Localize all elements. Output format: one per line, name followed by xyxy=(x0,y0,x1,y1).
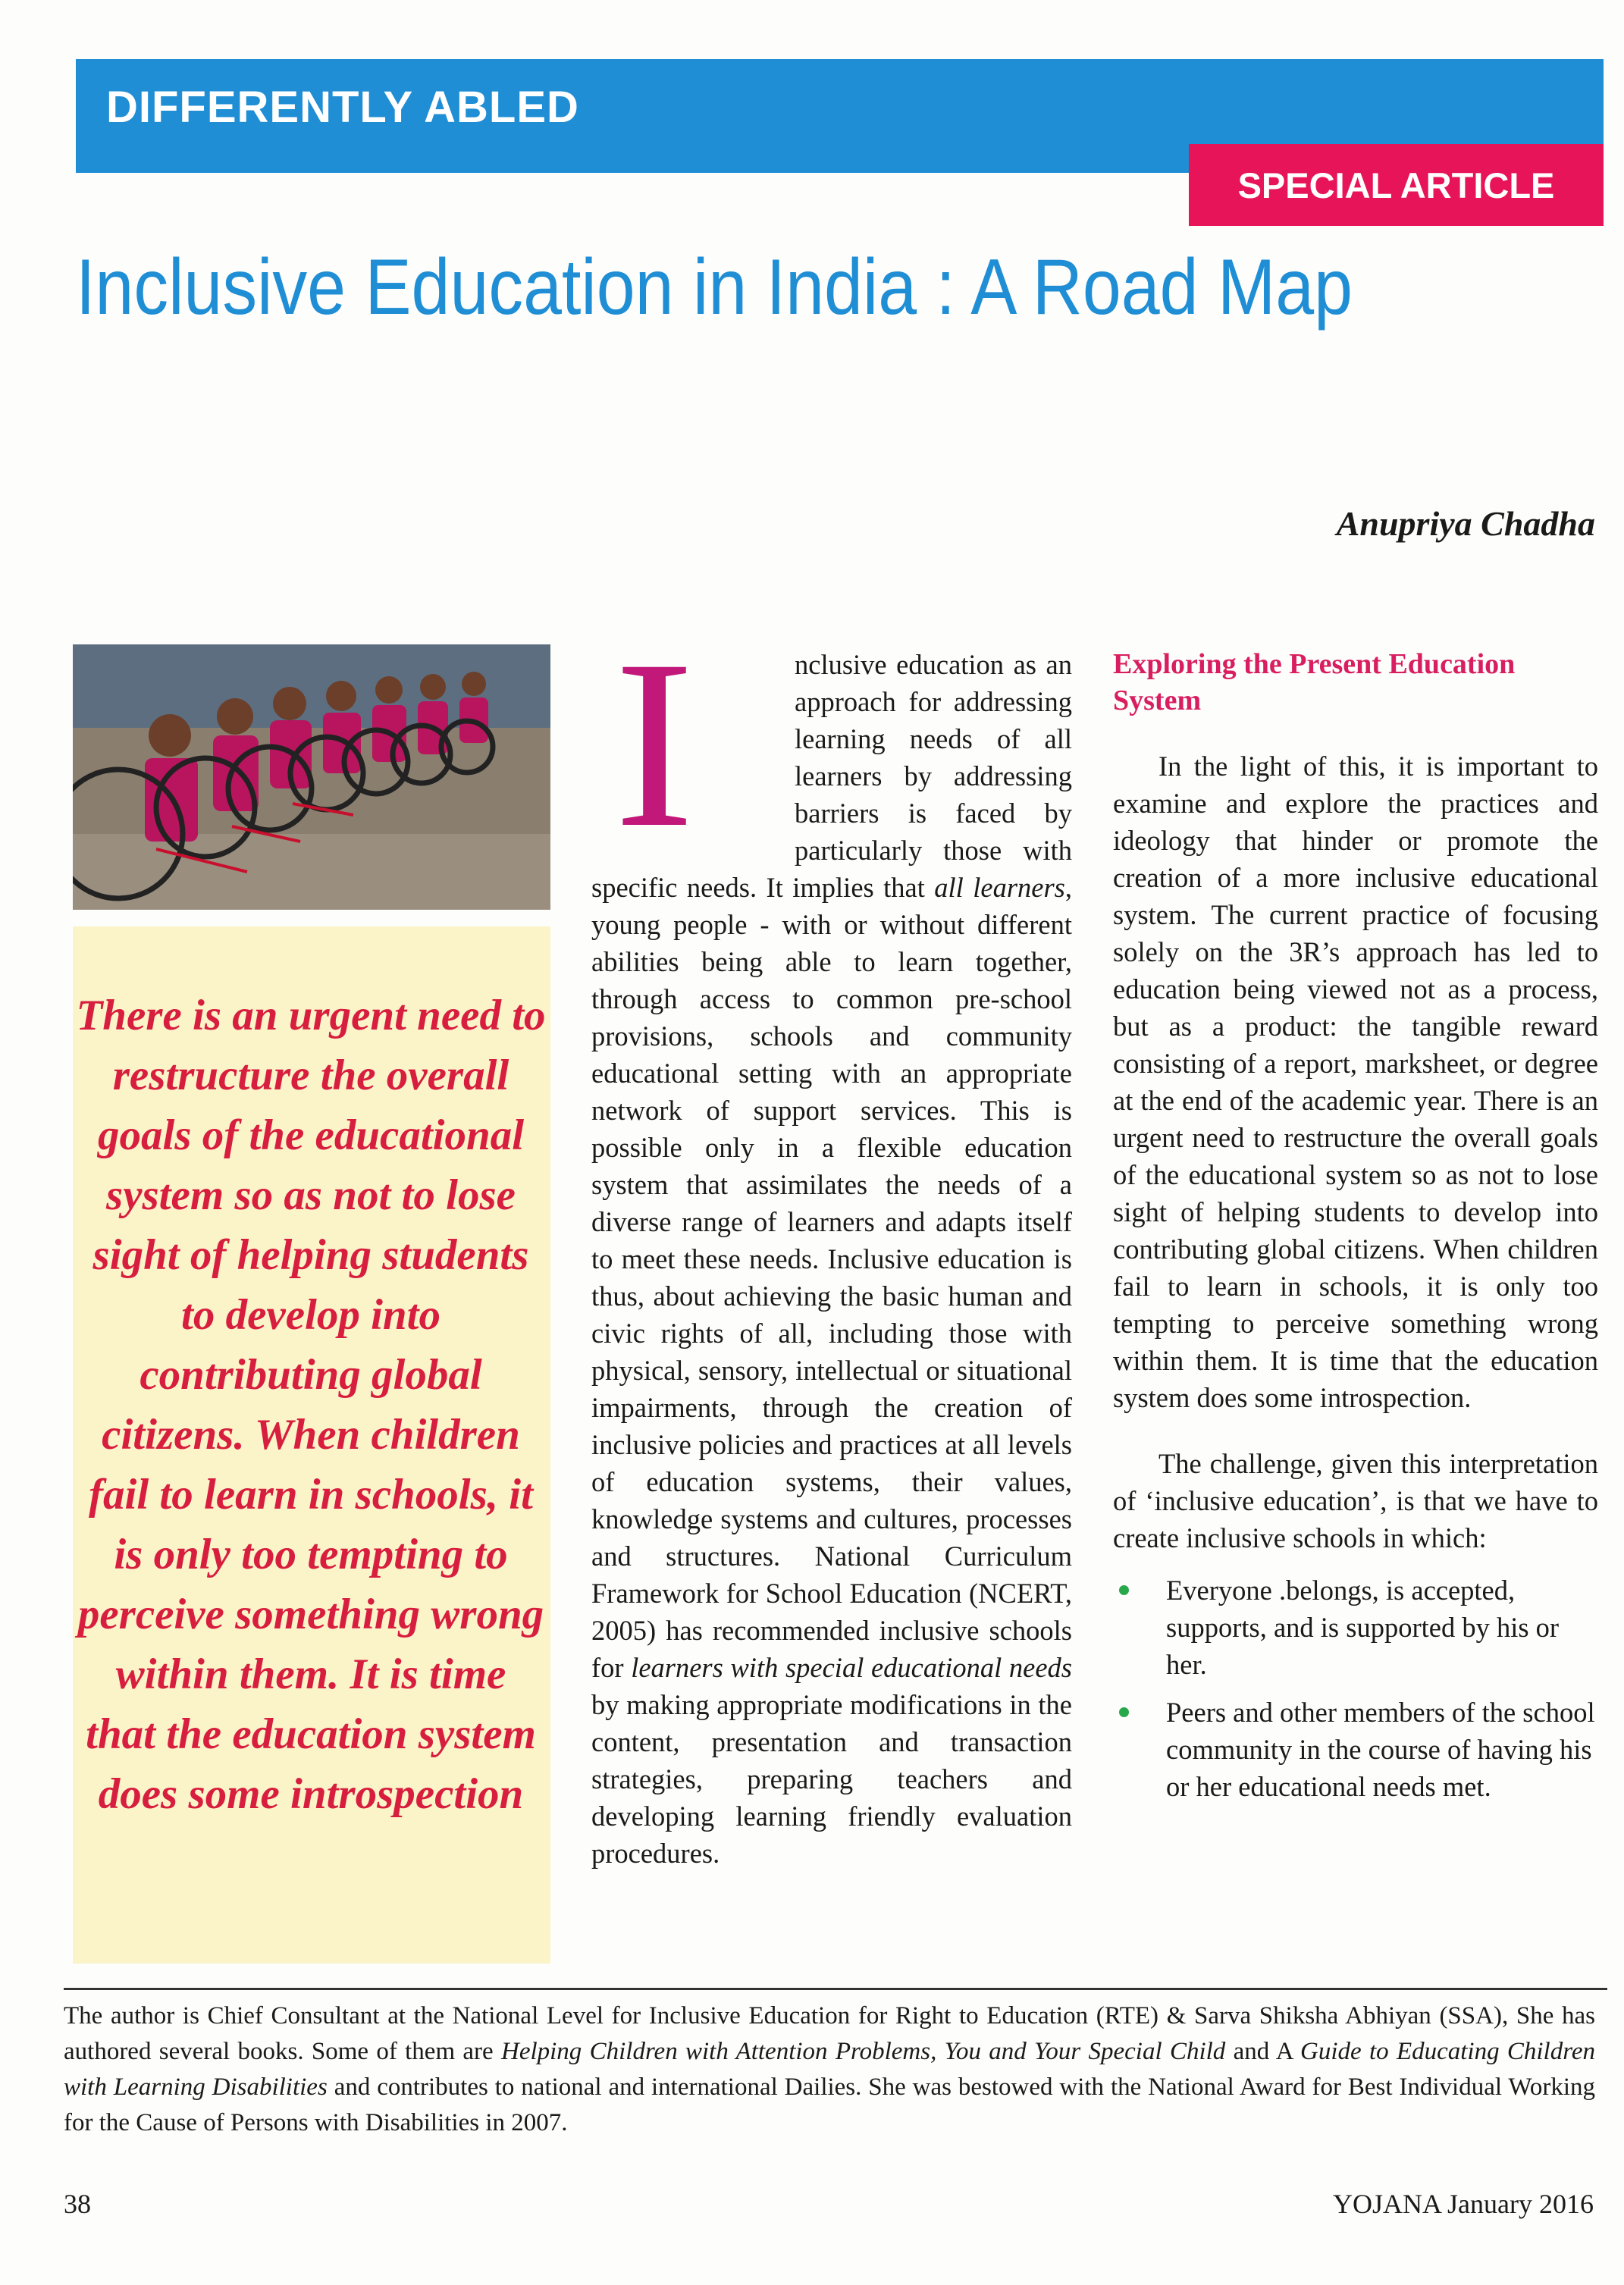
bullet-list xyxy=(1113,1572,1598,1805)
section-label: DIFFERENTLY ABLED xyxy=(106,83,579,132)
wheelchair-children-photo xyxy=(73,644,550,910)
intro-paragraph: nclusive education as an approach for addressing learning needs of all learners by addressing barriers is faced by particularly those with specific needs. It implies that all learners, young people - with or without different abilities being able to learn together, through access to common pre-school provisions, schools and community educational setting with an appropriate network of support services. This is possible only in a flexible education system that assimilates the needs of a diverse range of learners and adapts itself to meet these needs. Inclusive education is thus, about achieving the basic human and civic rights of all, including those with physical, sensory, intellectual or situational impairments, through the creation of inclusive policies and practices at all levels of education systems, their values, knowledge systems and cultures, processes and structures. National Curriculum Framework for School Education (NCERT, 2005) has recommended inclusive schools for learners with special educational needs by making appropriate modifications in the content, presentation and transaction strategies, preparing teachers and developing learning friendly evaluation procedures. xyxy=(591,649,1073,1869)
paragraph: In the light of this, it is important to examine and explore the practices and ideology that hinder or promote the creation of a more inclusive educational system. The current practice of focusing solely on the 3R’s approach has led to education being viewed not as a process, but as a product: the tangible reward consisting of a report, marksheet, or degree at the end of the academic year. There is an urgent need to restructure the overall goals of the educational system so as not to lose sight of helping students to develop into contributing global citizens. When children fail to learn in schools, it is only too tempting to perceive something wrong within them. It is time that the education system does some introspection. xyxy=(1113,751,1598,1413)
pull-quote: There is an urgent need to restructure the overall goals of the educational system so as not to lose sight of helping students to develop into contributing global citizens. When children fail to learn in schools, it is only too tempting to perceive something wrong within them. It is time that the education system does some introspection xyxy=(76,992,546,1818)
article-column-3 xyxy=(1113,646,1598,1816)
magazine-footer: YOJANA January 2016 xyxy=(1333,2189,1594,2219)
drop-cap: I xyxy=(614,610,694,877)
author-name: Anupriya Chadha xyxy=(1336,504,1595,543)
footnote-divider xyxy=(64,1988,1607,1990)
author-footnote: The author is Chief Consultant at the National Level for Inclusive Education for Right to Education (RTE) & Sarva Shiksha Abhiyan (SSA), She has authored several books. Some of them are Helping Children with Attention Problems, You and Your Special Child and A Guide to Educating Children with Learning Disabilities and contributes to national and international Dailies. She was bestowed with the National Award for Best Individual Working for the Cause of Persons with Disabilities in 2007. xyxy=(64,2002,1595,2136)
paragraph: The challenge, given this interpretation of ‘inclusive education’, is that we have to create inclusive schools in which: xyxy=(1113,1448,1598,1553)
list-item: Peers and other members of the school community in the course of having his or her educational needs met. xyxy=(1113,1694,1598,1805)
article-column-2 xyxy=(591,610,1073,1872)
bullet-icon xyxy=(1119,1585,1129,1595)
list-item: Everyone .belongs, is accepted, supports, and is supported by his or her. xyxy=(1113,1572,1598,1683)
special-article-tab: SPECIAL ARTICLE xyxy=(1189,144,1604,226)
page-number: 38 xyxy=(64,2189,91,2219)
section-heading: Exploring the Present Education System xyxy=(1113,648,1516,716)
bullet-icon xyxy=(1119,1707,1129,1717)
article-title: Inclusive Education in India : A Road Map xyxy=(76,243,1353,331)
